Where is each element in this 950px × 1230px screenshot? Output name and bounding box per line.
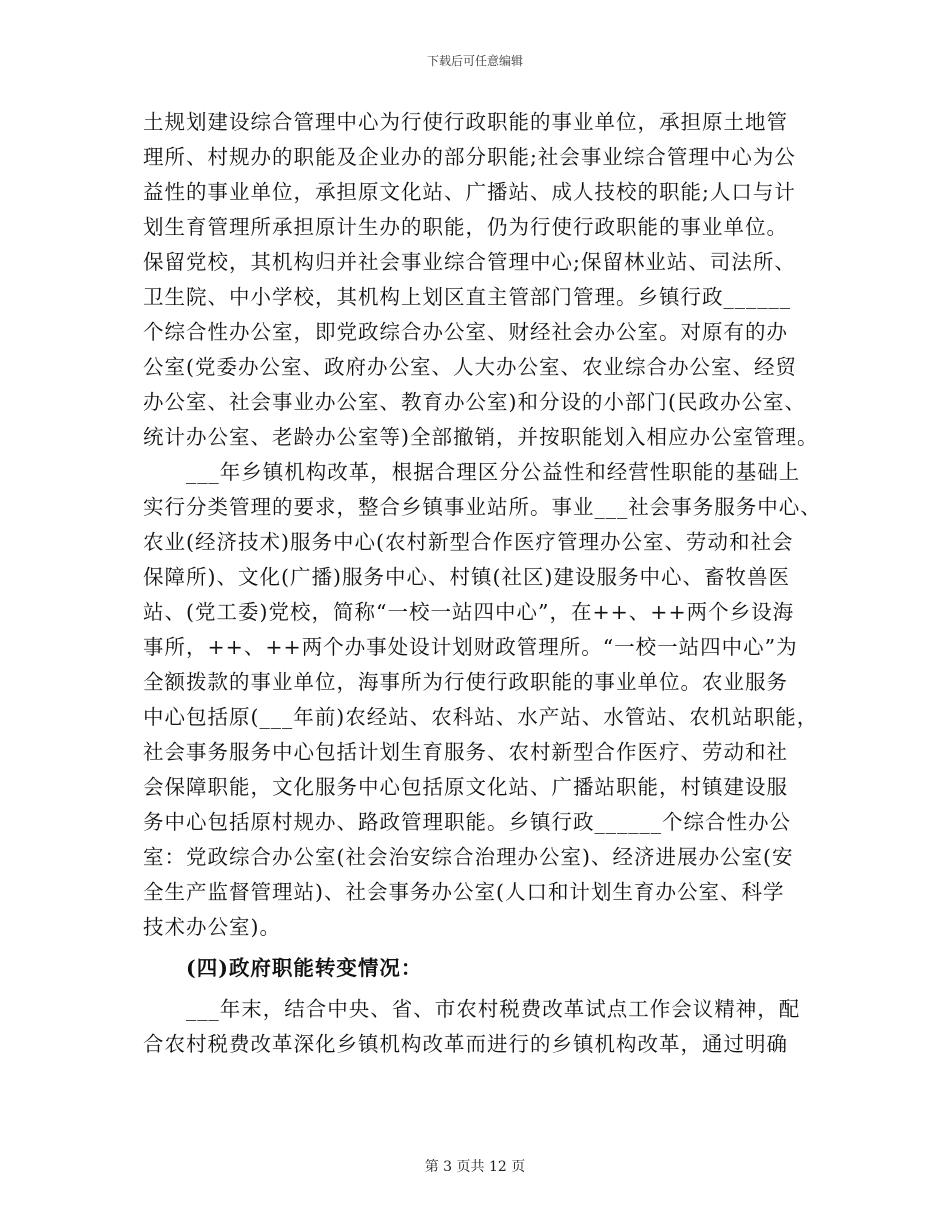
text-line: 理所、村规办的职能及企业办的部分职能;社会事业综合管理中心为公 xyxy=(143,145,796,169)
text-line: 会保障职能，文化服务中心包括原文化站、广播站职能，村镇建设服 xyxy=(143,775,788,799)
text-line: 全额拨款的事业单位，海事所为行使行政职能的事业单位。农业服务 xyxy=(143,670,788,694)
text-line: 务中心包括原村规办、路政管理职能。乡镇行政______个综合性办公 xyxy=(143,810,791,834)
text-line: 公室(党委办公室、政府办公室、人大办公室、农业综合办公室、经贸 xyxy=(143,355,797,379)
text-line: 统计办公室、老龄办公室等)全部撤销，并按职能划入相应办公室管理。 xyxy=(143,425,819,449)
text-line: ___年乡镇机构改革，根据合理区分公益性和经营性职能的基础上 xyxy=(143,460,801,484)
text-line: 个综合性办公室，即党政综合办公室、财经社会办公室。对原有的办 xyxy=(143,320,788,344)
text-line: 土规划建设综合管理中心为行使行政职能的事业单位，承担原土地管 xyxy=(143,110,788,134)
page-number: 第 3 页共 12 页 xyxy=(424,1159,526,1175)
text-line: 技术办公室)。 xyxy=(143,915,281,939)
text-line: 保障所)、文化(广播)服务中心、村镇(社区)建设服务中心、畜牧兽医 xyxy=(143,565,790,589)
page-header-note: 下载后可任意编辑 xyxy=(426,54,523,68)
text-line: 站、(党工委)党校，简称“一校一站四中心”，在++、++两个乡设海 xyxy=(143,600,795,624)
text-line: 社会事务服务中心包括计划生育服务、农村新型合作医疗、劳动和社 xyxy=(143,740,788,764)
text-line: 室：党政综合办公室(社会治安综合治理办公室)、经济进展办公室(安 xyxy=(143,845,794,869)
text-line: 事所，++、++两个办事处设计划财政管理所。“一校一站四中心”为 xyxy=(143,635,798,659)
text-line: ___年末，结合中央、省、市农村税费改革试点工作会议精神，配 xyxy=(143,997,801,1021)
text-line: 实行分类管理的要求，整合乡镇事业站所。事业___社会事务服务中心、 xyxy=(143,495,822,519)
section-heading: (四)政府职能转变情况： xyxy=(143,956,423,980)
text-line: 卫生院、中小学校，其机构上划区直主管部门管理。乡镇行政______ xyxy=(143,285,791,309)
text-line: 合农村税费改革深化乡镇机构改革而进行的乡镇机构改革，通过明确 xyxy=(143,1032,788,1056)
text-line: 益性的事业单位，承担原文化站、广播站、成人技校的职能;人口与计 xyxy=(143,180,796,204)
text-line: 办公室、社会事业办公室、教育办公室)和分设的小部门(民政办公室、 xyxy=(143,390,806,414)
text-line: 农业(经济技术)服务中心(农村新型合作医疗管理办公室、劳动和社会 xyxy=(143,530,794,554)
text-line: 中心包括原(___年前)农经站、农科站、水产站、水管站、农机站职能， xyxy=(143,705,819,729)
text-line: 全生产监督管理站)、社会事务办公室(人口和计划生育办公室、科学 xyxy=(143,880,785,904)
text-line: 划生育管理所承担原计生办的职能，仍为行使行政职能的事业单位。 xyxy=(143,215,788,239)
text-line: 保留党校，其机构归并社会事业综合管理中心;保留林业站、司法所、 xyxy=(143,250,796,274)
